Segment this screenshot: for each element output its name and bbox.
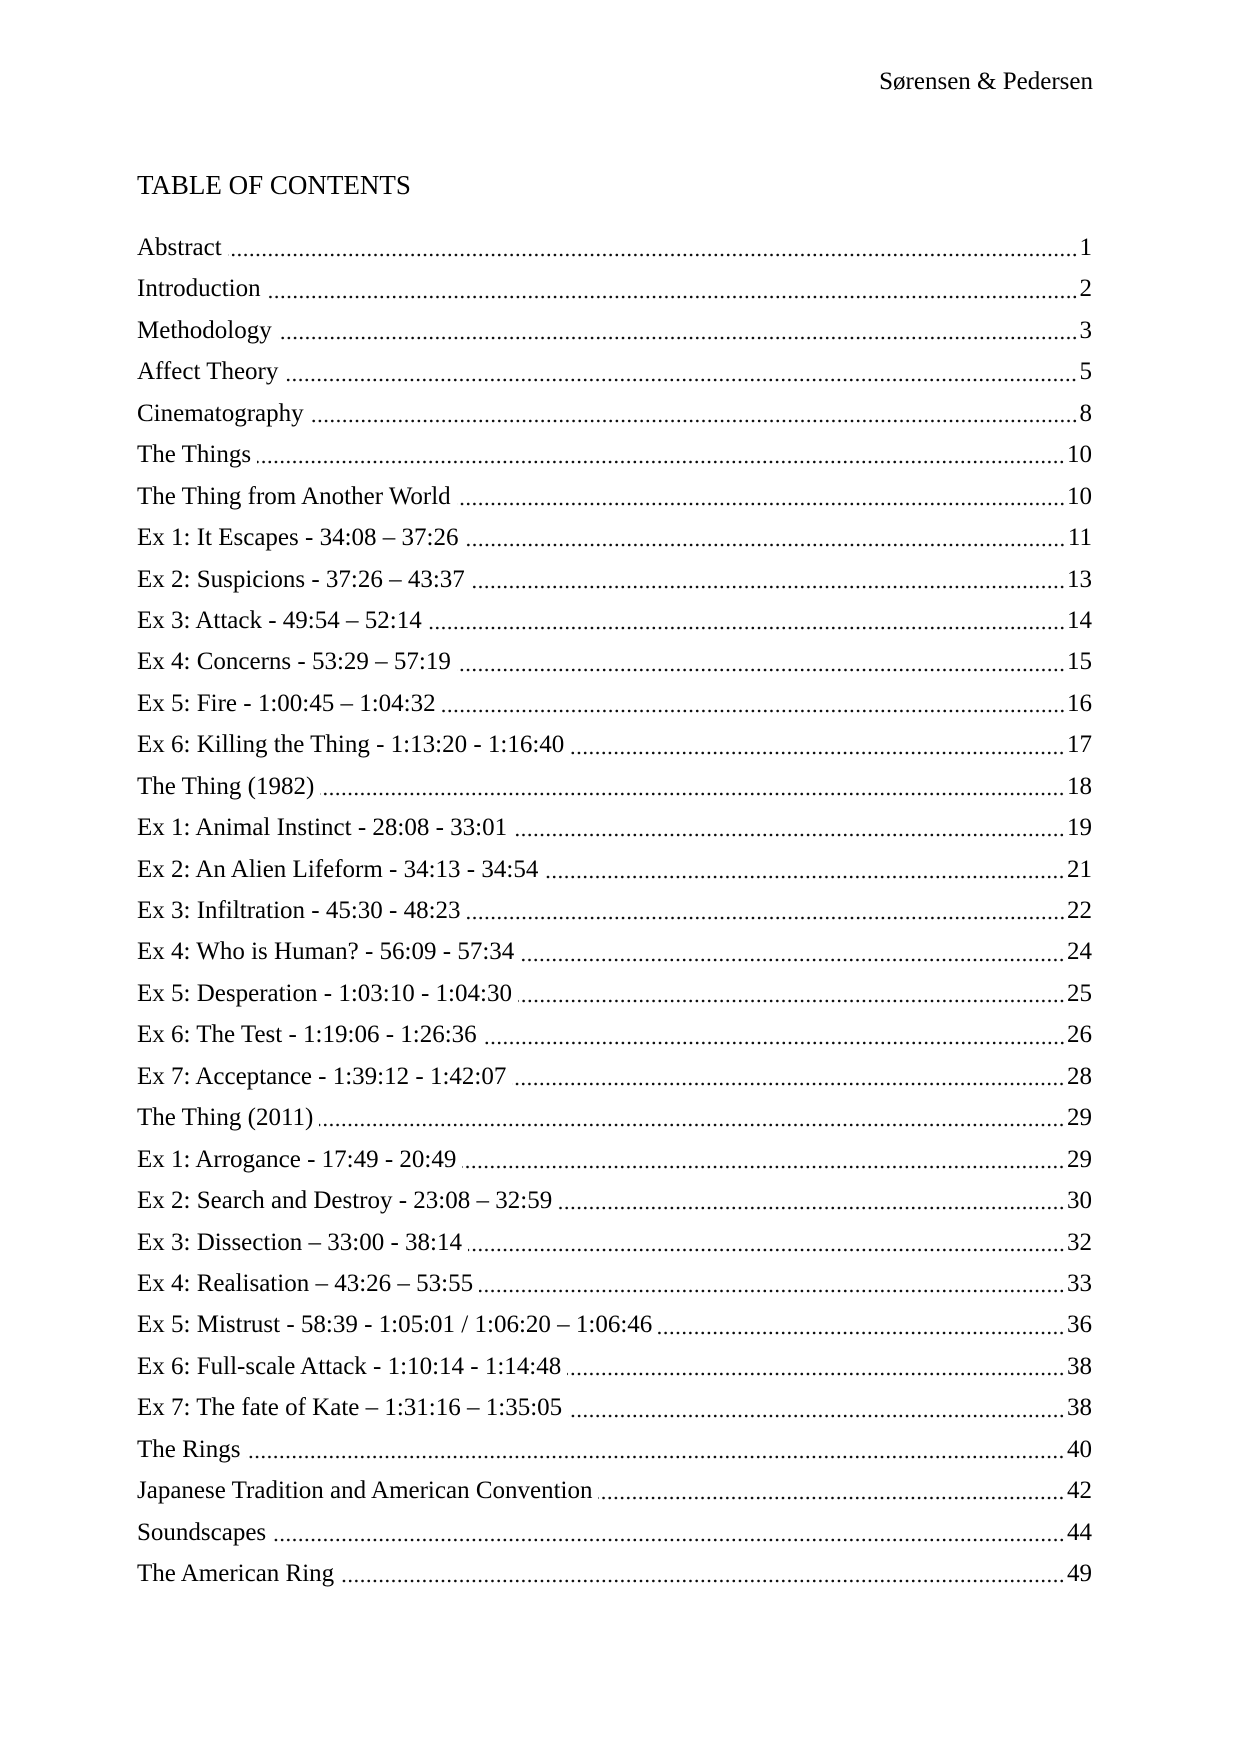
toc-leader-dots xyxy=(310,393,1078,434)
toc-entry-row[interactable] xyxy=(137,1429,1092,1470)
toc-leader-dots xyxy=(479,1263,1065,1304)
toc-entry-label[interactable]: Ex 4: Who is Human? - 56:09 - 57:34 xyxy=(137,938,515,966)
toc-entry-row[interactable] xyxy=(137,931,1092,972)
toc-entry-label[interactable]: Ex 3: Infiltration - 45:30 - 48:23 xyxy=(137,897,461,924)
toc-entry-page[interactable]: 5 xyxy=(1079,358,1092,386)
toc-entry-label[interactable]: Abstract xyxy=(137,234,222,261)
toc-entry-row[interactable] xyxy=(137,1304,1092,1345)
toc-list xyxy=(137,227,1092,1594)
toc-leader-dots xyxy=(462,1139,1065,1180)
toc-entry-label[interactable]: Soundscapes xyxy=(137,1518,267,1546)
toc-entry-row[interactable] xyxy=(137,1139,1092,1180)
toc-entry-page[interactable]: 40 xyxy=(1067,1435,1092,1463)
toc-leader-dots xyxy=(598,1470,1065,1511)
toc-entry-label[interactable]: Ex 4: Concerns - 53:29 – 57:19 xyxy=(137,648,451,676)
toc-entry-label[interactable]: Ex 2: Suspicions - 37:26 – 43:37 xyxy=(137,565,465,593)
toc-entry-row[interactable] xyxy=(137,1553,1092,1594)
toc-entry-row[interactable] xyxy=(137,1180,1092,1221)
toc-entry-label[interactable]: Ex 2: An Alien Lifeform - 34:13 - 34:54 xyxy=(137,855,539,883)
toc-leader-dots xyxy=(457,641,1065,682)
toc-entry-label[interactable]: Ex 7: Acceptance - 1:39:12 - 1:42:07 xyxy=(137,1062,507,1090)
toc-entry-row[interactable] xyxy=(137,1056,1092,1097)
toc-leader-dots xyxy=(457,476,1065,517)
toc-leader-dots xyxy=(428,600,1065,641)
toc-entry-label[interactable]: Introduction xyxy=(137,275,261,303)
toc-entry-row[interactable] xyxy=(137,476,1092,517)
toc-title: TABLE OF CONTENTS xyxy=(137,170,411,200)
toc-leader-dots xyxy=(284,351,1077,392)
toc-entry-page[interactable]: 28 xyxy=(1067,1062,1092,1090)
toc-entry-label[interactable]: Ex 2: Search and Destroy - 23:08 – 32:59 xyxy=(137,1187,553,1215)
toc-leader-dots xyxy=(568,1387,1065,1428)
toc-entry-label[interactable]: Ex 7: The fate of Kate – 1:31:16 – 1:35:05 xyxy=(137,1394,563,1422)
toc-leader-dots xyxy=(442,683,1065,724)
toc-entry-page[interactable]: 22 xyxy=(1067,897,1092,924)
toc-leader-dots xyxy=(518,973,1065,1014)
toc-leader-dots xyxy=(467,890,1065,931)
toc-leader-dots xyxy=(319,1097,1065,1138)
toc-entry-page[interactable]: 2 xyxy=(1079,275,1092,303)
toc-entry-page[interactable]: 15 xyxy=(1067,648,1092,676)
toc-leader-dots xyxy=(520,931,1065,972)
toc-entry-page[interactable]: 29 xyxy=(1067,1104,1092,1132)
toc-entry-label[interactable]: Ex 6: Killing the Thing - 1:13:20 - 1:16:40 xyxy=(137,731,565,759)
toc-entry-page[interactable]: 36 xyxy=(1067,1311,1092,1339)
toc-leader-dots xyxy=(257,434,1065,475)
toc-entry-label[interactable]: Methodology xyxy=(137,316,272,344)
toc-leader-dots xyxy=(570,724,1065,765)
toc-entry-row[interactable] xyxy=(137,1014,1092,1055)
toc-entry-page[interactable]: 24 xyxy=(1067,938,1092,966)
toc-entry-row[interactable] xyxy=(137,1222,1092,1263)
toc-entry-label[interactable]: Affect Theory xyxy=(137,358,279,386)
toc-entry-page[interactable]: 3 xyxy=(1079,316,1092,344)
toc-entry-label[interactable]: Ex 6: Full-scale Attack - 1:10:14 - 1:14:48 xyxy=(137,1352,562,1380)
toc-entry-page[interactable]: 1 xyxy=(1079,234,1092,261)
toc-entry-page[interactable]: 29 xyxy=(1067,1145,1092,1173)
toc-leader-dots xyxy=(471,559,1065,600)
toc-entry-label[interactable]: Ex 3: Dissection – 33:00 - 38:14 xyxy=(137,1228,462,1256)
toc-entry-label[interactable]: Ex 3: Attack - 49:54 – 52:14 xyxy=(137,606,422,634)
toc-entry-page[interactable]: 32 xyxy=(1067,1228,1092,1256)
toc-entry-row[interactable] xyxy=(137,807,1092,848)
toc-entry-row[interactable] xyxy=(137,268,1092,309)
toc-entry-row[interactable] xyxy=(137,559,1092,600)
toc-entry-label[interactable]: Ex 4: Realisation – 43:26 – 53:55 xyxy=(137,1269,474,1297)
toc-entry-page[interactable]: 42 xyxy=(1067,1477,1092,1505)
toc-entry-label[interactable]: The Things xyxy=(137,441,252,469)
toc-entry-label[interactable]: Ex 5: Mistrust - 58:39 - 1:05:01 / 1:06:20 – 1:06:46 xyxy=(137,1311,653,1339)
toc-entry-row[interactable] xyxy=(137,1512,1092,1553)
toc-entry-row[interactable] xyxy=(137,890,1092,931)
toc-entry-label[interactable]: The Thing (1982) xyxy=(137,772,315,800)
toc-leader-dots xyxy=(278,310,1078,351)
toc-entry-row[interactable] xyxy=(137,351,1092,392)
toc-entry-label[interactable]: The Thing (2011) xyxy=(137,1104,314,1132)
toc-leader-dots xyxy=(544,849,1065,890)
toc-entry-label[interactable]: Japanese Tradition and American Convention xyxy=(137,1477,593,1505)
toc-leader-dots xyxy=(228,227,1078,268)
toc-leader-dots xyxy=(658,1304,1065,1345)
toc-leader-dots xyxy=(246,1429,1065,1470)
toc-entry-page[interactable]: 19 xyxy=(1067,814,1092,842)
toc-entry-row[interactable] xyxy=(137,393,1092,434)
toc-leader-dots xyxy=(267,268,1078,309)
toc-entry-row[interactable] xyxy=(137,1263,1092,1304)
toc-leader-dots xyxy=(468,1222,1065,1263)
toc-entry-label[interactable]: Ex 5: Desperation - 1:03:10 - 1:04:30 xyxy=(137,979,512,1007)
toc-entry-row[interactable] xyxy=(137,1387,1092,1428)
toc-entry-label[interactable]: Ex 1: Arrogance - 17:49 - 20:49 xyxy=(137,1145,457,1173)
toc-entry-label[interactable]: Ex 6: The Test - 1:19:06 - 1:26:36 xyxy=(137,1021,477,1049)
toc-entry-row[interactable] xyxy=(137,310,1092,351)
toc-entry-page[interactable]: 26 xyxy=(1067,1021,1092,1049)
toc-entry-label[interactable]: The Rings xyxy=(137,1435,241,1463)
toc-entry-row[interactable] xyxy=(137,683,1092,724)
toc-entry-page[interactable]: 8 xyxy=(1079,399,1092,427)
toc-entry-row[interactable] xyxy=(137,973,1092,1014)
toc-entry-page[interactable]: 30 xyxy=(1067,1187,1092,1215)
toc-entry-label[interactable]: The Thing from Another World xyxy=(137,482,451,510)
page-header xyxy=(879,68,1093,97)
toc-entry-label[interactable]: The American Ring xyxy=(137,1560,335,1587)
toc-entry-page[interactable]: 18 xyxy=(1067,772,1092,800)
toc-entry-label[interactable]: Ex 1: It Escapes - 34:08 – 37:26 xyxy=(137,524,459,552)
toc-entry-page[interactable]: 10 xyxy=(1067,441,1092,469)
toc-leader-dots xyxy=(558,1180,1065,1221)
toc-entry-row[interactable] xyxy=(137,724,1092,765)
toc-entry-row[interactable] xyxy=(137,434,1092,475)
toc-entry-row[interactable] xyxy=(137,227,1092,268)
toc-entry-page[interactable]: 17 xyxy=(1067,731,1092,759)
toc-entry-page[interactable]: 10 xyxy=(1067,482,1092,510)
toc-entry-row[interactable] xyxy=(137,641,1092,682)
toc-leader-dots xyxy=(567,1346,1065,1387)
toc-leader-dots xyxy=(513,807,1065,848)
toc-entry-row[interactable] xyxy=(137,1346,1092,1387)
toc-leader-dots xyxy=(272,1512,1065,1553)
toc-leader-dots xyxy=(464,517,1065,558)
toc-entry-label[interactable]: Ex 5: Fire - 1:00:45 – 1:04:32 xyxy=(137,689,436,717)
toc-entry-page[interactable]: 33 xyxy=(1067,1269,1092,1297)
toc-entry-page[interactable]: 21 xyxy=(1067,855,1092,883)
running-head-text: Sørensen & Pedersen xyxy=(879,68,1093,95)
toc-entry-page[interactable]: 49 xyxy=(1067,1560,1092,1587)
toc-entry-page[interactable]: 38 xyxy=(1067,1352,1092,1380)
toc-entry-row[interactable] xyxy=(137,600,1092,641)
toc-leader-dots xyxy=(483,1014,1065,1055)
toc-leader-dots xyxy=(340,1553,1065,1594)
toc-entry-row[interactable] xyxy=(137,1470,1092,1511)
toc-entry-page[interactable]: 25 xyxy=(1067,979,1092,1007)
toc-entry-row[interactable] xyxy=(137,517,1092,558)
toc-entry-page[interactable]: 13 xyxy=(1067,565,1092,593)
toc-entry-page[interactable]: 44 xyxy=(1067,1518,1092,1546)
toc-entry-page[interactable]: 38 xyxy=(1067,1394,1092,1422)
toc-leader-dots xyxy=(512,1056,1065,1097)
toc-entry-page[interactable]: 11 xyxy=(1067,524,1092,552)
toc-entry-page[interactable]: 16 xyxy=(1067,689,1092,717)
toc-entry-row[interactable] xyxy=(137,849,1092,890)
toc-entry-row[interactable] xyxy=(137,766,1092,807)
toc-entry-label[interactable]: Ex 1: Animal Instinct - 28:08 - 33:01 xyxy=(137,814,508,842)
toc-leader-dots xyxy=(320,766,1065,807)
toc-entry-row[interactable] xyxy=(137,1097,1092,1138)
toc-entry-label[interactable]: Cinematography xyxy=(137,399,304,427)
toc-entry-page[interactable]: 14 xyxy=(1067,606,1092,634)
